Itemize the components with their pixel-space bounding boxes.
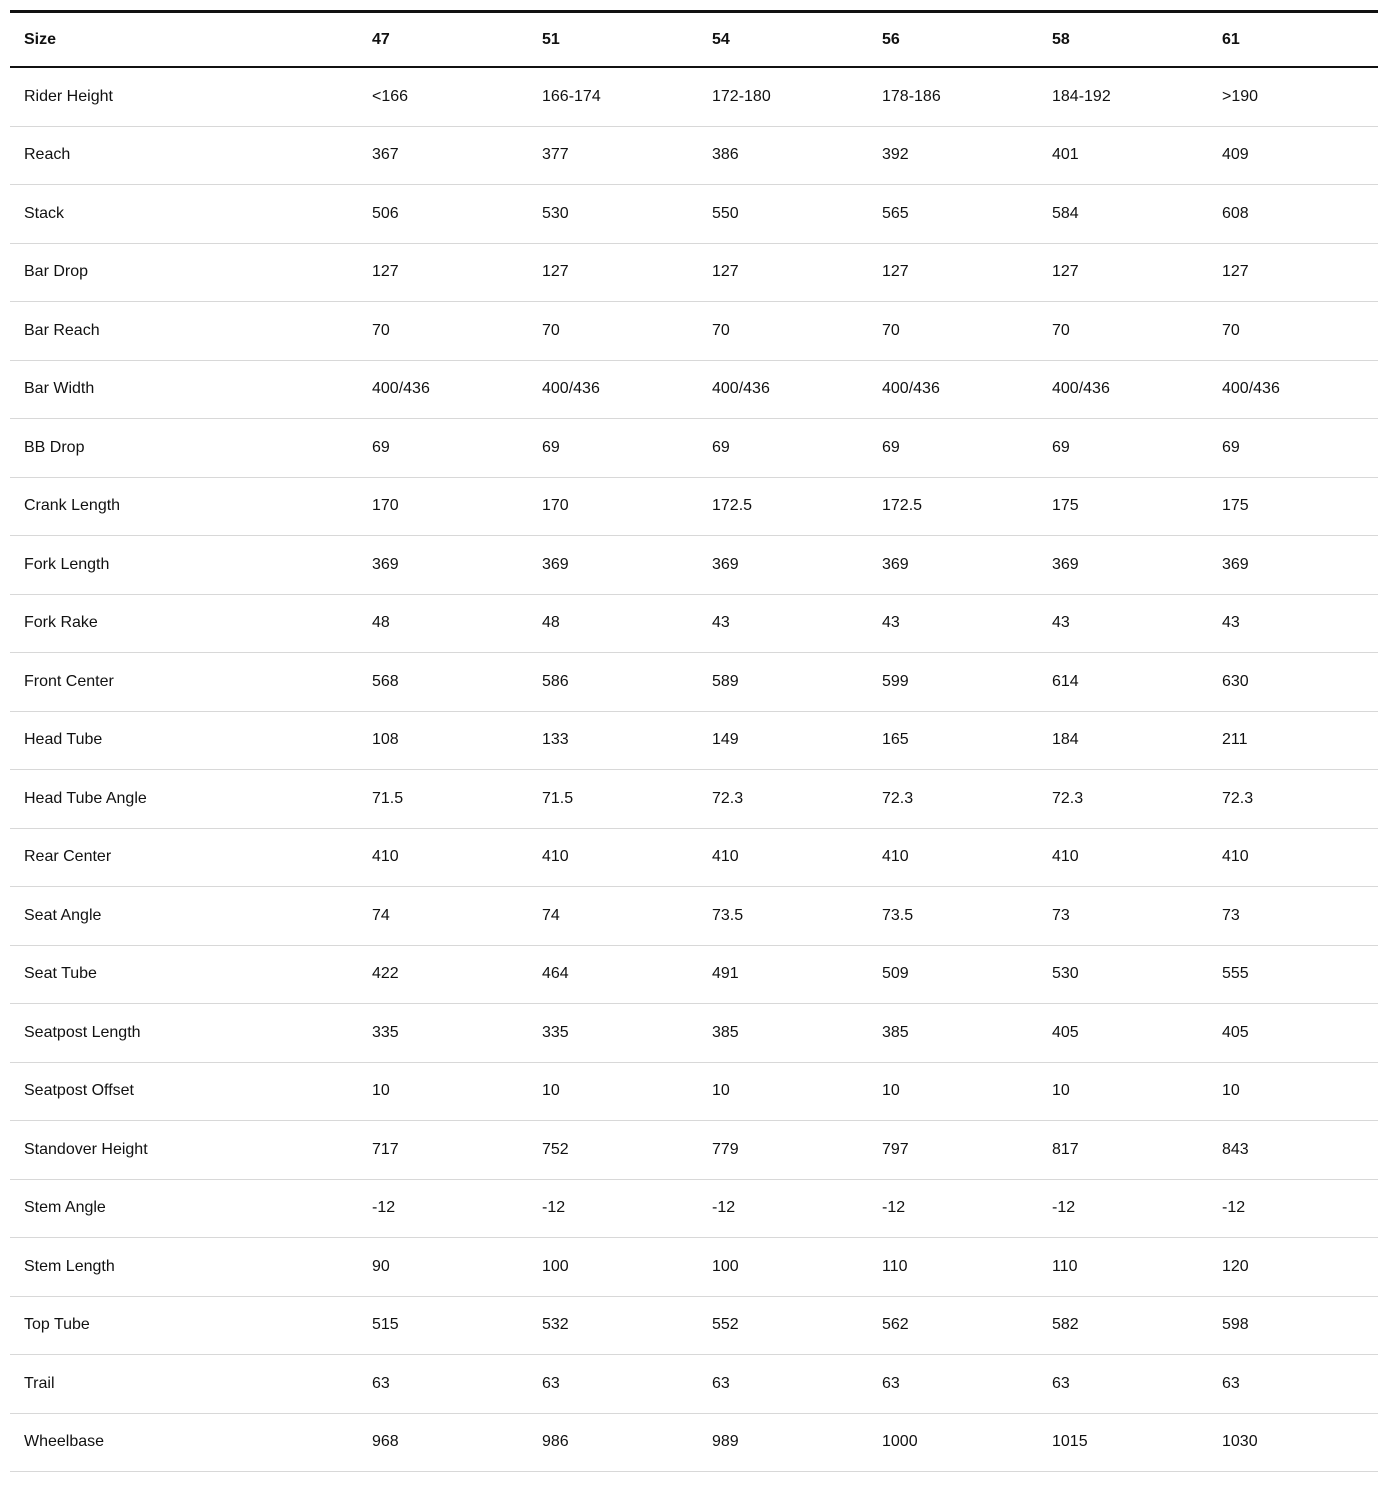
cell-value: -12 (882, 1199, 906, 1217)
cell-value: 120 (1222, 1257, 1249, 1275)
cell-value: 69 (882, 438, 900, 456)
cell-value: 752 (542, 1140, 569, 1158)
cell-value: 127 (542, 263, 569, 281)
cell-value: 1015 (1052, 1433, 1088, 1451)
cell-value: 72.3 (1222, 789, 1254, 807)
cell-value: 73 (1052, 906, 1070, 924)
cell-value: 377 (542, 146, 569, 164)
cell-value: 71.5 (372, 789, 404, 807)
cell-value: 410 (1052, 848, 1079, 866)
cell-value: 73 (1222, 906, 1240, 924)
cell-value: 584 (1052, 204, 1079, 222)
cell-value: 127 (1222, 263, 1249, 281)
cell-value: 10 (372, 1082, 390, 1100)
cell-value: >190 (1222, 87, 1259, 105)
row-label: Bar Reach (24, 321, 100, 339)
cell-value: 369 (712, 555, 739, 573)
table-row (10, 1355, 1378, 1414)
cell-value: 530 (1052, 965, 1079, 983)
cell-value: 175 (1222, 497, 1249, 515)
cell-value: 170 (372, 497, 399, 515)
cell-value: 74 (372, 906, 390, 924)
cell-value: 43 (1052, 614, 1070, 632)
cell-value: 400/436 (542, 380, 600, 398)
cell-value: 110 (1052, 1257, 1078, 1275)
table-row (10, 302, 1378, 361)
cell-value: 369 (882, 555, 909, 573)
cell-value: 555 (1222, 965, 1249, 983)
row-label: Stem Length (24, 1257, 115, 1275)
row-label: Bar Drop (24, 263, 89, 281)
table-body (10, 67, 1378, 1472)
cell-value: 582 (1052, 1316, 1079, 1334)
cell-value: 630 (1222, 672, 1249, 690)
cell-value: 172.5 (712, 497, 753, 515)
cell-value: 599 (882, 672, 909, 690)
table-row (10, 653, 1378, 712)
table-row (10, 770, 1378, 829)
cell-value: 392 (882, 146, 909, 164)
row-label: Standover Height (24, 1140, 148, 1158)
row-label: Seatpost Length (24, 1023, 141, 1041)
row-label: Crank Length (24, 497, 121, 515)
cell-value: 110 (882, 1257, 908, 1275)
row-label: Head Tube (24, 731, 103, 749)
header-size-58: 58 (1052, 30, 1070, 48)
cell-value: 184-192 (1052, 87, 1111, 105)
row-label: Bar Width (24, 380, 95, 398)
row-label: Wheelbase (24, 1433, 105, 1451)
cell-value: 10 (1052, 1082, 1070, 1100)
header-size-56: 56 (882, 30, 900, 48)
header-size-61: 61 (1222, 30, 1240, 48)
cell-value: 817 (1052, 1140, 1079, 1158)
cell-value: 69 (372, 438, 390, 456)
cell-value: 73.5 (712, 906, 744, 924)
cell-value: 369 (372, 555, 399, 573)
cell-value: 211 (1222, 731, 1248, 749)
cell-value: -12 (712, 1199, 736, 1217)
cell-value: 73.5 (882, 906, 914, 924)
cell-value: 70 (882, 321, 900, 339)
cell-value: 410 (1222, 848, 1249, 866)
cell-value: 491 (712, 965, 739, 983)
cell-value: 69 (712, 438, 730, 456)
cell-value: 127 (1052, 263, 1079, 281)
cell-value: 532 (542, 1316, 569, 1334)
table-row (10, 360, 1378, 419)
cell-value: 552 (712, 1316, 739, 1334)
cell-value: 422 (372, 965, 399, 983)
table-row (10, 828, 1378, 887)
cell-value: 405 (1222, 1023, 1249, 1041)
cell-value: 608 (1222, 204, 1249, 222)
cell-value: 70 (1222, 321, 1240, 339)
cell-value: 149 (712, 731, 739, 749)
cell-value: 63 (1222, 1374, 1240, 1392)
cell-value: 63 (712, 1374, 730, 1392)
cell-value: 565 (882, 204, 909, 222)
cell-value: 48 (372, 614, 390, 632)
table-row (10, 1238, 1378, 1297)
cell-value: 43 (1222, 614, 1240, 632)
cell-value: 1000 (882, 1433, 918, 1451)
table-row (10, 594, 1378, 653)
table-row (10, 243, 1378, 302)
cell-value: 589 (712, 672, 739, 690)
cell-value: 100 (712, 1257, 739, 1275)
table-row (10, 887, 1378, 946)
cell-value: 72.3 (1052, 789, 1084, 807)
row-label: Rider Height (24, 87, 113, 105)
cell-value: 69 (542, 438, 560, 456)
row-label: Stack (24, 204, 65, 222)
cell-value: 166-174 (542, 87, 601, 105)
cell-value: 70 (372, 321, 390, 339)
row-label: BB Drop (24, 438, 85, 456)
cell-value: 69 (1052, 438, 1070, 456)
cell-value: 172.5 (882, 497, 923, 515)
row-label: Front Center (24, 672, 114, 690)
cell-value: 127 (712, 263, 739, 281)
cell-value: 385 (712, 1023, 739, 1041)
row-label: Trail (24, 1374, 55, 1392)
cell-value: 598 (1222, 1316, 1249, 1334)
cell-value: 10 (882, 1082, 900, 1100)
header-size-label: Size (24, 30, 57, 48)
cell-value: 108 (372, 731, 399, 749)
cell-value: 127 (882, 263, 909, 281)
cell-value: 843 (1222, 1140, 1249, 1158)
cell-value: 968 (372, 1433, 399, 1451)
cell-value: 72.3 (712, 789, 744, 807)
cell-value: 170 (542, 497, 569, 515)
cell-value: 48 (542, 614, 560, 632)
cell-value: 550 (712, 204, 739, 222)
cell-value: 335 (372, 1023, 399, 1041)
cell-value: 369 (1052, 555, 1079, 573)
row-label: Fork Length (24, 555, 110, 573)
cell-value: <166 (372, 87, 409, 105)
cell-value: 464 (542, 965, 569, 983)
cell-value: 100 (542, 1257, 569, 1275)
header-size-54: 54 (712, 30, 730, 48)
row-label: Seat Angle (24, 906, 102, 924)
cell-value: 71.5 (542, 789, 574, 807)
cell-value: 717 (372, 1140, 399, 1158)
table-row (10, 536, 1378, 595)
cell-value: 400/436 (1052, 380, 1110, 398)
cell-value: 43 (882, 614, 900, 632)
cell-value: 178-186 (882, 87, 941, 105)
cell-value: 1030 (1222, 1433, 1258, 1451)
table-row (10, 711, 1378, 770)
table-row (10, 1179, 1378, 1238)
cell-value: 386 (712, 146, 739, 164)
cell-value: 72.3 (882, 789, 914, 807)
cell-value: 70 (1052, 321, 1070, 339)
header-size-51: 51 (542, 30, 560, 48)
cell-value: 74 (542, 906, 560, 924)
cell-value: 562 (882, 1316, 909, 1334)
cell-value: 530 (542, 204, 569, 222)
cell-value: 405 (1052, 1023, 1079, 1041)
cell-value: 127 (372, 263, 399, 281)
cell-value: 400/436 (882, 380, 940, 398)
cell-value: 63 (372, 1374, 390, 1392)
cell-value: 989 (712, 1433, 739, 1451)
row-label: Seatpost Offset (24, 1082, 134, 1100)
cell-value: 506 (372, 204, 399, 222)
table-row (10, 67, 1378, 126)
table-row (10, 126, 1378, 185)
cell-value: 400/436 (1222, 380, 1280, 398)
header-row (10, 12, 1378, 68)
cell-value: -12 (1222, 1199, 1246, 1217)
cell-value: 797 (882, 1140, 909, 1158)
row-label: Head Tube Angle (24, 789, 147, 807)
table-row (10, 945, 1378, 1004)
cell-value: 410 (542, 848, 569, 866)
cell-value: 509 (882, 965, 909, 983)
row-label: Top Tube (24, 1316, 90, 1334)
cell-value: 401 (1052, 146, 1079, 164)
cell-value: -12 (372, 1199, 396, 1217)
cell-value: 515 (372, 1316, 399, 1334)
table-header (10, 12, 1378, 68)
cell-value: -12 (542, 1199, 566, 1217)
cell-value: 779 (712, 1140, 739, 1158)
cell-value: 175 (1052, 497, 1079, 515)
row-label: Seat Tube (24, 965, 97, 983)
cell-value: 63 (542, 1374, 560, 1392)
row-label: Rear Center (24, 848, 112, 866)
cell-value: 369 (542, 555, 569, 573)
row-label: Stem Angle (24, 1199, 106, 1217)
cell-value: 410 (712, 848, 739, 866)
cell-value: 986 (542, 1433, 569, 1451)
table-row (10, 185, 1378, 244)
cell-value: 70 (542, 321, 560, 339)
table-row (10, 1062, 1378, 1121)
table-row (10, 1296, 1378, 1355)
cell-value: 568 (372, 672, 399, 690)
cell-value: 367 (372, 146, 399, 164)
cell-value: 369 (1222, 555, 1249, 573)
cell-value: 10 (712, 1082, 730, 1100)
cell-value: 10 (542, 1082, 560, 1100)
cell-value: 43 (712, 614, 730, 632)
header-size-47: 47 (372, 30, 390, 48)
cell-value: 614 (1052, 672, 1079, 690)
table-row (10, 1004, 1378, 1063)
cell-value: -12 (1052, 1199, 1076, 1217)
cell-value: 586 (542, 672, 569, 690)
cell-value: 410 (882, 848, 909, 866)
cell-value: 133 (542, 731, 569, 749)
cell-value: 335 (542, 1023, 569, 1041)
cell-value: 172-180 (712, 87, 771, 105)
cell-value: 69 (1222, 438, 1240, 456)
row-label: Fork Rake (24, 614, 98, 632)
table-row (10, 1413, 1378, 1472)
geometry-table (10, 10, 1378, 1472)
cell-value: 70 (712, 321, 730, 339)
cell-value: 410 (372, 848, 399, 866)
row-label: Reach (24, 146, 71, 164)
cell-value: 385 (882, 1023, 909, 1041)
cell-value: 400/436 (712, 380, 770, 398)
cell-value: 184 (1052, 731, 1079, 749)
cell-value: 63 (882, 1374, 900, 1392)
cell-value: 409 (1222, 146, 1249, 164)
table-row (10, 419, 1378, 478)
table-row (10, 477, 1378, 536)
cell-value: 10 (1222, 1082, 1240, 1100)
cell-value: 63 (1052, 1374, 1070, 1392)
cell-value: 90 (372, 1257, 390, 1275)
cell-value: 165 (882, 731, 909, 749)
cell-value: 400/436 (372, 380, 430, 398)
table-row (10, 1121, 1378, 1180)
